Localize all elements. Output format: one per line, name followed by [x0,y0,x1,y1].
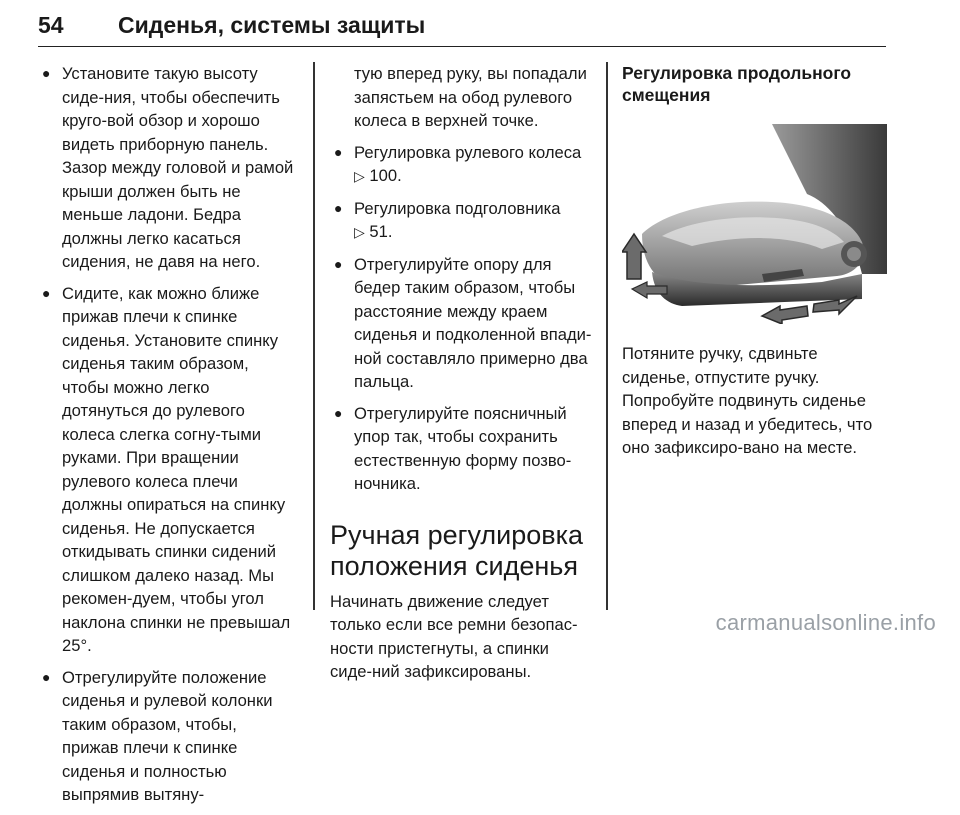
column-2 [330,62,592,684]
list-item: ● Регулировка подголовника ▷ 51. [334,198,561,241]
column-divider [313,62,315,610]
watermark: carmanualsonline.info [715,610,936,635]
page-header [38,4,886,47]
body-paragraph: Начинать движение следует только если все ремни безопас-ности пристегнуты, а спинки сиде-ний зафиксированы. [330,591,578,681]
reference-arrow-icon: ▷ [354,224,365,240]
bullet-icon: ● [334,143,343,160]
bullet-icon: ● [42,65,51,81]
seat-adjustment-illustration [622,124,887,324]
column-3 [622,62,887,460]
seat-illustration-icon [622,124,887,324]
column-divider [606,62,608,610]
list-item: ● Регулировка рулевого колеса ▷ 100. [334,142,582,185]
bullet-icon: ● [42,284,51,301]
page-number: 54 [38,11,64,38]
subsection-heading: Регулировка продольного смещения [622,63,852,105]
bullet-icon: ● [334,199,343,216]
list-item: ● Отрегулируйте опору для бедер таким образом, чтобы расстояние между краем сиденья и подколенной впади-ной составляло примерно два пальца. [334,254,592,391]
bullet-icon: ● [42,668,51,685]
page-reference-link[interactable]: 100. [369,166,402,185]
list-item: ● Отрегулируйте поясничный упор так, чтобы сохранить естественную форму позво-ночника. [334,403,572,493]
reference-arrow-icon: ▷ [354,168,365,184]
section-heading: Ручная регулировка положения сиденья [330,519,584,581]
column-1 [38,62,298,815]
body-paragraph: Потяните ручку, сдвиньте сиденье, отпустите ручку. Попробуйте подвинуть сиденье вперед и назад и убедитесь, что оно зафиксиро-вано на месте. [622,344,873,457]
page-reference-link[interactable]: 51. [369,222,393,241]
list-item: ● Установите такую высоту сиде-ния, чтобы обеспечить круго-вой обзор и хорошо видеть приборную панель. Зазор между головой и рамой крыши должен быть не меньше ладони. Бедра должны легко касаться сидения, не давя на него. [42,64,294,271]
bullet-icon: ● [334,404,343,421]
list-item: ● Сидите, как можно ближе прижав плечи к спинке сиденья. Установите спинку сиденья таким образом, чтобы можно легко дотянуться до рулевого колеса слегка согну-тыми руками. При вращении рулевого колеса плечи должны опираться на спинку сиденья. Не допускается откидывать спинки сидений слишком далеко назад. Мы рекомен-дуем, чтобы угол наклона спинки не превышал 25°. [42,283,291,655]
list-item-continuation: тую вперед руку, вы попадали запястьем на обод рулевого колеса в верхней точке. [354,64,587,130]
section-title: Сиденья, системы защиты [118,11,426,38]
bullet-list [38,62,298,807]
bullet-icon: ● [334,255,343,272]
bullet-list [330,62,592,496]
list-item: ● Отрегулируйте положение сиденья и рулевой колонки таким образом, чтобы, прижав плечи к спинке сиденья и полностью выпрямив вытяну- [42,667,273,804]
